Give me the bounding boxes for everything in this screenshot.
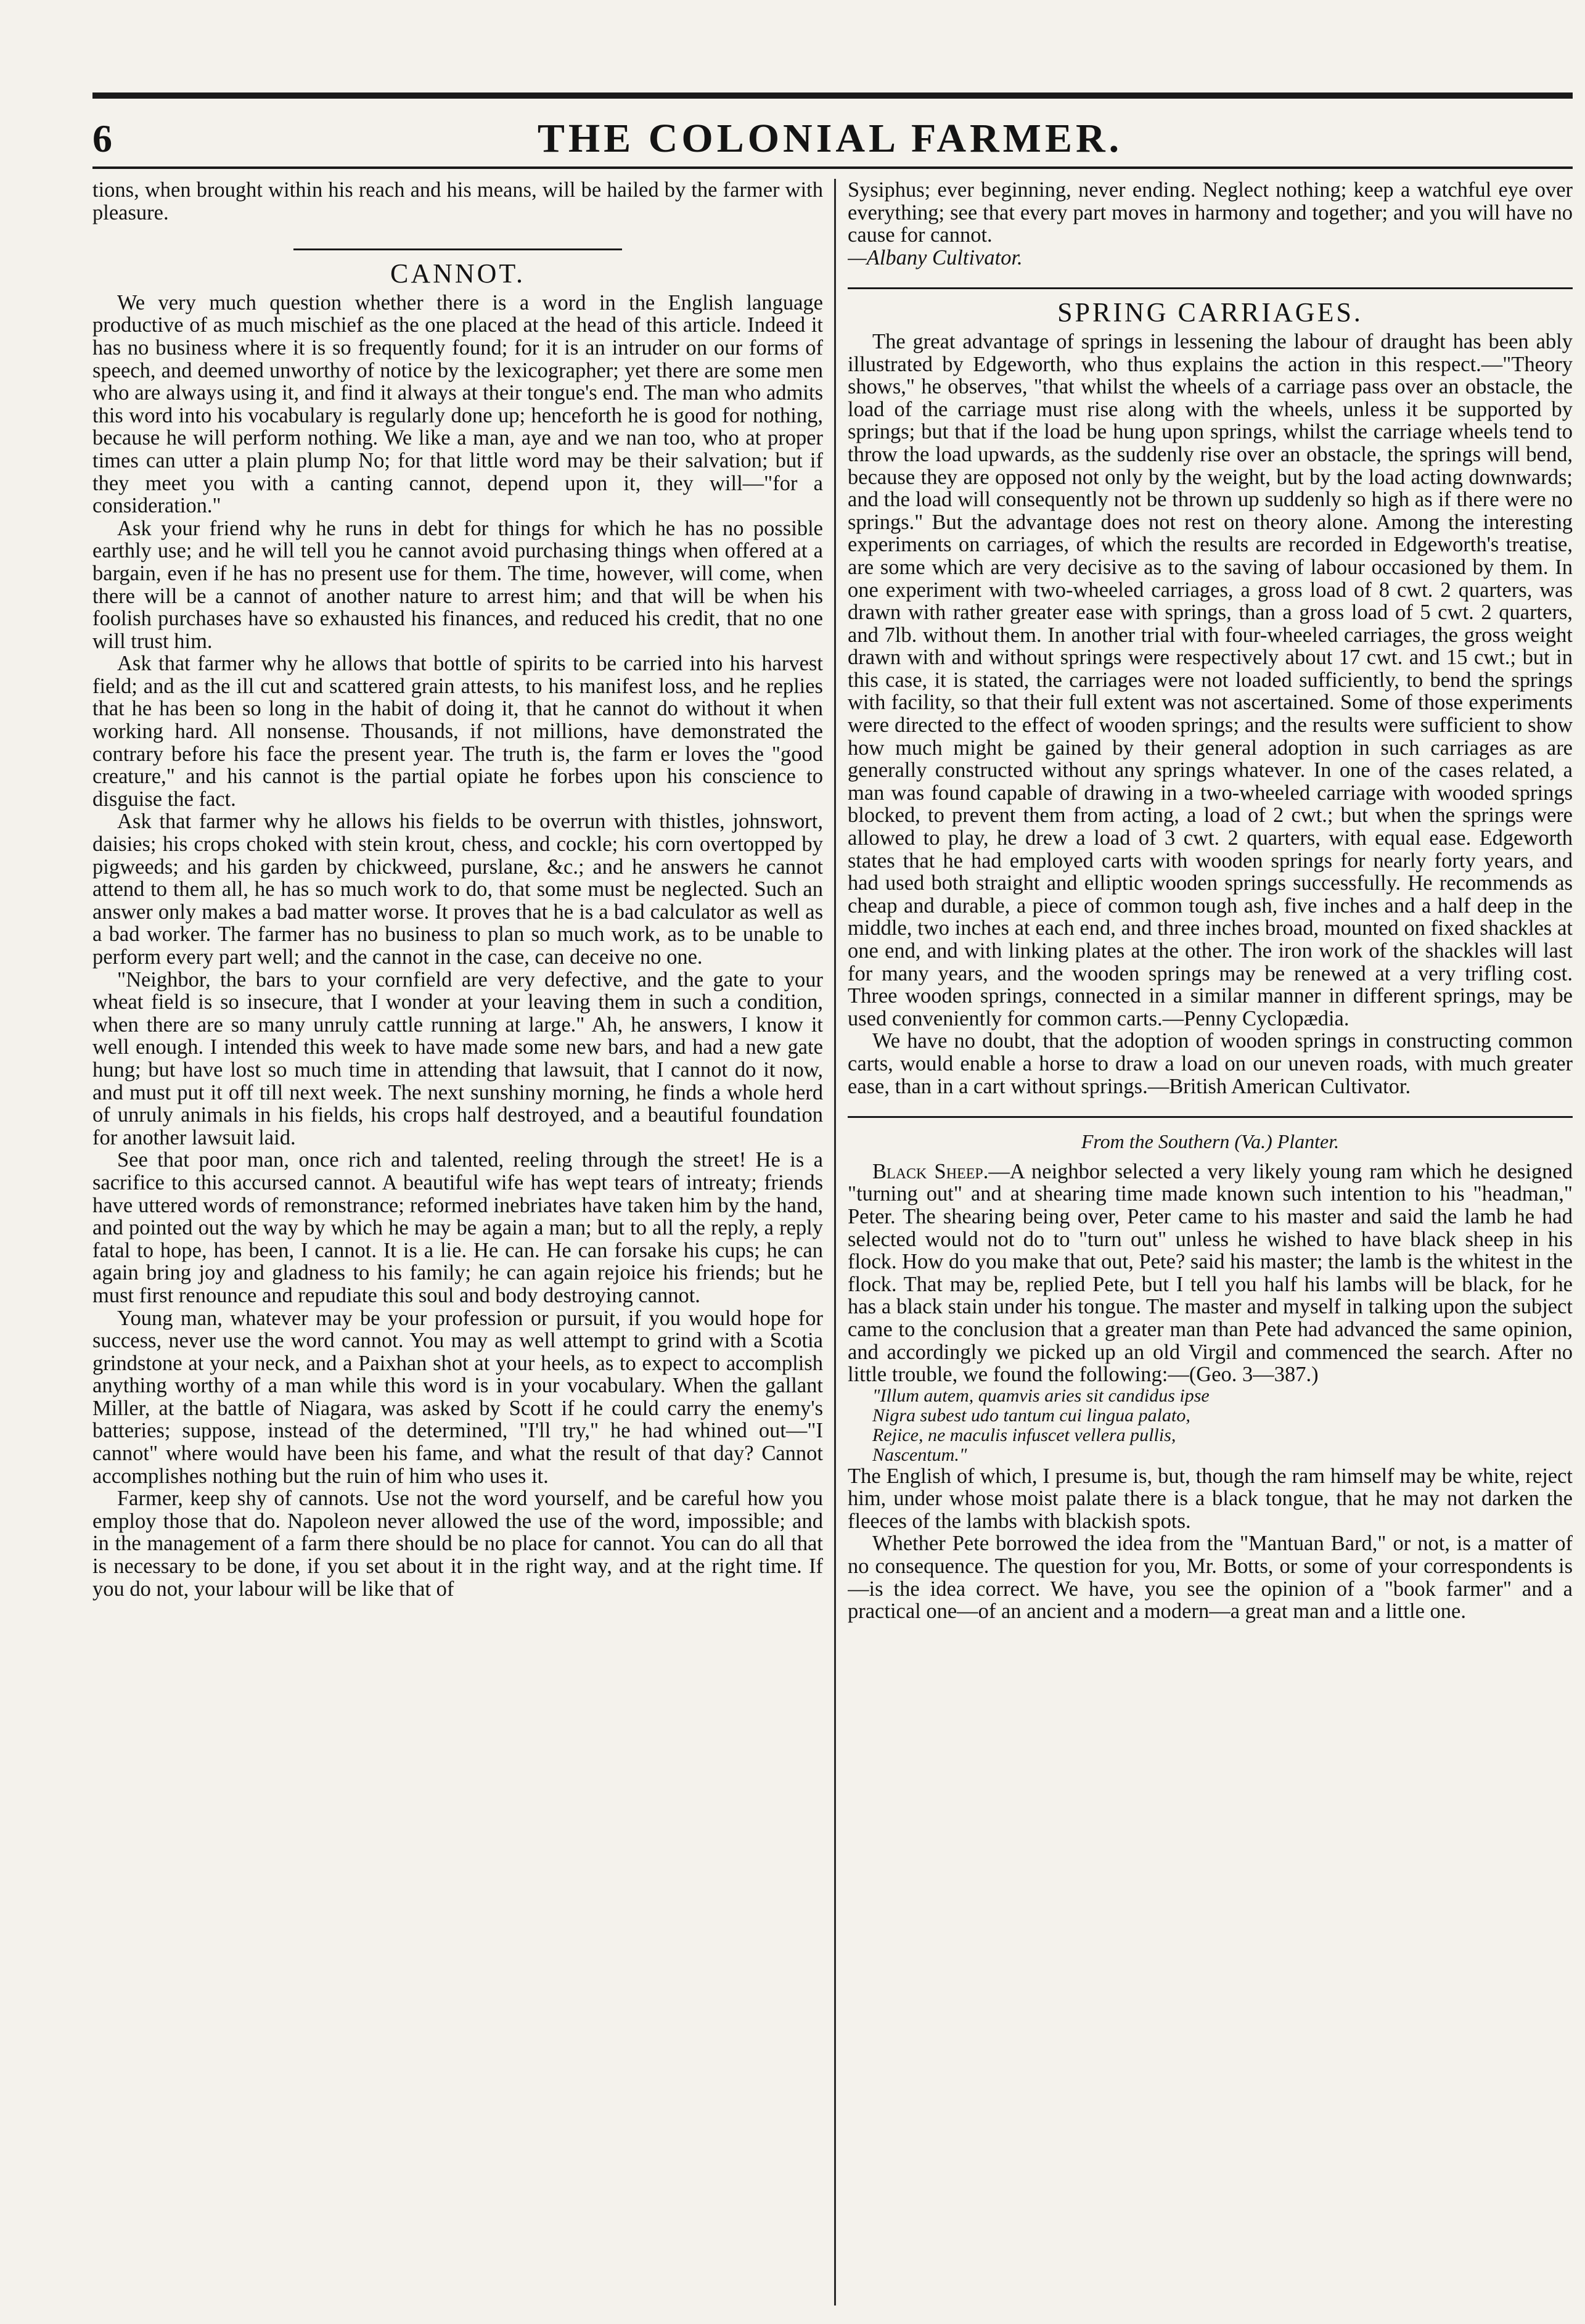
black-sheep-paragraph: The English of which, I presume is, but, though the ram himself may be white, reject him, under whose moist palate there is a black tongue, that he may not darken the fleeces of the lambs with blackish spots. <box>848 1464 1573 1533</box>
page-number: 6 <box>92 117 112 160</box>
spring-carriages-paragraph: We have no doubt, that the adoption of wooden springs in constructing common carts, would enable a horse to draw a load on our uneven roads, with much greater ease, than in a cart without springs.—British American Cultivator. <box>848 1029 1573 1098</box>
page-header <box>92 111 1573 169</box>
cannot-paragraph: Farmer, keep shy of cannots. Use not the word yourself, and be careful how you employ those that do. Napoleon never allowed the use of the word, impossible; and in the management of a farm there should be no place for cannot. You can do all that is necessary to be done, if you set about it in the right way, and at the right time. If you do not, your labour will be like that of <box>92 1487 823 1601</box>
spring-carriages-heading: SPRING CARRIAGES. <box>1057 297 1363 328</box>
intro-continuation: tions, when brought within his reach and his means, will be hailed by the farmer with pleasure. <box>92 179 823 224</box>
cannot-paragraph: Ask your friend why he runs in debt for things for which he has no possible earthly use; and he will tell you he cannot avoid purchasing things when offered at a bargain, even if he has no present use for them. The time, however, will come, when there will be a cannot of another nature to arrest him; and that will be when his foolish purchases have so exhausted his finances, and reduced his credit, that no one will trust him. <box>92 516 823 653</box>
cannot-source: —Albany Cultivator. <box>848 245 1023 269</box>
top-rule <box>92 92 1573 99</box>
section-separator <box>848 287 1573 289</box>
black-sheep-paragraph: Whether Pete borrowed the idea from the "Mantuan Bard," or not, is a matter of no consequence. The question for you, Mr. Botts, or some of your correspondents is—is the idea correct. We have, you see the opinion of a "book farmer" and a practical one—of an ancient and a modern—a great man and a little one. <box>848 1532 1573 1624</box>
cannot-paragraph: See that poor man, once rich and talented, reeling through the street! He is a sacrifice to this accursed cannot. A beautiful wife has wept tears of intreaty; friends have uttered words of remonstrance; reformed inebriates have taken him by the hand, and pointed out the way by which he may be again a man; but to all the reply, a reply fatal to hope, has been, I cannot. It is a lie. He can. He can forsake his cups; he can again bring joy and gladness to his family; he can again rejoice his friends; but he must first renounce and repudiate this soul and body destroying cannot. <box>92 1148 823 1307</box>
right-column <box>848 179 1573 2306</box>
column-divider <box>834 179 836 2306</box>
black-sheep-source: From the Southern (Va.) Planter. <box>1081 1130 1340 1153</box>
latin-verse-line: Nascentum." <box>872 1444 967 1465</box>
cannot-paragraph: Young man, whatever may be your profession or pursuit, if you would hope for success, never use the word cannot. You may as well attempt to grind with a Scotia grindstone at your neck, and a Paixhan shot at your heels, as to expect to accomplish anything worthy of a man while this word is in your vocabulary. When the gallant Miller, at the battle of Niagara, was asked by Scott if he could carry the enemy's batteries; suppose, instead of the determined, "I'll try," he had whined out—"I cannot" where would have been his fame, and what the result of that day? Cannot accomplishes nothing but the ruin of him who uses it. <box>92 1306 823 1488</box>
cannot-continuation: Sysiphus; ever beginning, never ending. Neglect nothing; keep a watchful eye over everything; see that every part moves in harmony and together; and you will have no cause for cannot. <box>848 179 1573 247</box>
latin-verse-line: Rejice, ne maculis infuscet vellera pullis, <box>872 1424 1176 1445</box>
black-sheep-body: —A neighbor selected a very likely young ram which he designed "turning out" and at shearing time made known such intention to his "headman," Peter. The shearing being over, Peter came to his master and said the lamb he had selected would not do to "turn out" unless he wished to have black sheep in his flock. How do you make that out, Pete? said his master; the lamb is the whitest in the flock. That may be, replied Pete, but I tell you half his lambs will be black, for he has a black stain under his tongue. The master and myself in talking upon the subject came to the conclusion that a greater man than Pete had advanced the same opinion, and accordingly we picked up an old Virgil and commenced the search. After no little trouble, we found the following:—(Geo. 3—387.) <box>848 1159 1573 1387</box>
cannot-paragraph: "Neighbor, the bars to your cornfield are very defective, and the gate to your wheat field is so insecure, that I wonder at your leaving them in such a condition, when there are so many unruly cattle running at large." Ah, he answers, I know it well enough. I intended this week to have made some new bars, and had a new gate hung; but have lost so much time in attending that lawsuit, that I cannot do it now, and must put it off till next week. The next sunshiny morning, he finds a whole herd of unruly animals in his fields, his crops half destroyed, and a beautiful foundation for another lawsuit laid. <box>92 967 823 1149</box>
masthead-title: THE COLONIAL FARMER. <box>537 116 1123 161</box>
latin-verse-line: Nigra subest udo tantum cui lingua palato, <box>872 1405 1190 1426</box>
cannot-paragraph: Ask that farmer why he allows that bottle of spirits to be carried into his harvest field; and as the ill cut and scattered grain attests, to his manifest loss, and he replies that he has been so long in the habit of doing it, that he cannot do without it when working hard. All nonsense. Thousands, if not millions, have demonstrated the contrary before his face the present year. The truth is, the farm er loves the "good creature," and his cannot is the partial opiate he forbes upon his conscience to disguise the fact. <box>92 652 823 811</box>
cannot-heading: CANNOT. <box>390 258 526 289</box>
left-column <box>92 179 823 2306</box>
black-sheep-paragraph <box>848 1160 1573 1386</box>
spring-carriages-paragraph: The great advantage of springs in lessening the labour of draught has been ably illustrated by Edgeworth, who thus explains the action in this respect.—"Theory shows," he observes, "that whilst the wheels of a carriage pass over an obstacle, the load of the carriage must rise along with the wheels, unless it be supported by springs; but that if the load be hung upon springs, whilst the carriage wheels tend to throw the load upwards, as the suddenly rise over an obstacle, the springs will bend, because they are opposed not only by the weight, but by the load acting downwards; and the load will consequently not be thrown up suddenly so high as if there were no springs." But the advantage does not rest on theory alone. Among the interesting experiments on carriages, of which the results are recorded in Edgeworth's treatise, are some which are very decisive as to the saving of labour occasioned by them. In one experiment with two-wheeled carriages, a gross load of 8 cwt. 2 quarters, was drawn with rather greater ease with springs, than a gross load of 5 cwt. 2 quarters, and 7lb. without them. In another trial with four-wheeled carriages, the gross weight drawn with and without springs were respectively about 17 cwt. and 15 cwt.; but in this case, it is stated, the carriages were not loaded sufficiently, to bend the springs with facility, so that their full extent was not ascertained. Some of those experiments were directed to the effect of wooden springs; and the results were sufficient to show how much might be gained by their general adoption in such carriages as are generally constructed without any springs whatever. In one of the cases related, a man was found capable of drawing in a two-wheeled carriage with wooded springs blocked, to prevent them from acting, a load of 2 cwt.; but when the springs were allowed to play, he drew a load of 3 cwt. 2 quarters, with equal ease. Edgeworth states that he had employed carts with wooden springs for nearly forty years, and had used both straight and elliptic wooden springs successfully. He recommends as cheap and durable, a piece of common tough ash, five inches and a half deep in the middle, two inches at each end, and three inches broad, mounted on fixed shackles at one end, and with linking plates at the other. The iron work of the shackles will last for many years, and the wooden springs may be renewed at a very trifling cost. Three wooden springs, connected in a similar manner in different springs, may be used conveniently for common carts.—Penny Cyclopædia. <box>848 329 1573 1030</box>
section-separator <box>848 1116 1573 1118</box>
cannot-paragraph: We very much question whether there is a word in the English language productive of as much mischief as the one placed at the head of this article. Indeed it has no business where it is so frequently found; for it is an intruder on our forms of speech, and deemed unworthy of notice by the lexicographer; yet there are some men who are always using it, and find it always at their tongue's end. The man who admits this word into his vocabulary is regularly done up; henceforth he is good for nothing, because he will perform nothing. We like a man, aye and we nan too, who at proper times can utter a plain plump No; for that little word may be their salvation; but if they meet you with a canting cannot, depend upon it, they will—"for a consideration." <box>92 290 823 518</box>
cannot-paragraph: Ask that farmer why he allows his fields to be overrun with thistles, johnswort, daisies; his crops choked with stein krout, chess, and cockle; his corn overtopped by pigweeds; and his garden by chickweed, purslane, &c.; and he answers he cannot attend to them all, he has so much work to do, that some must be neglected. Such an answer only makes a bad matter worse. It proves that he is a bad calculator as well as a bad worker. The farmer has no business to plan so much work, as to be unable to perform every part well; and the cannot in the case, can deceive no one. <box>92 810 823 969</box>
latin-verse-line: "Illum autem, quamvis aries sit candidus ipse <box>872 1385 1210 1406</box>
section-separator <box>293 248 622 250</box>
black-sheep-lead: Black Sheep. <box>872 1159 989 1183</box>
